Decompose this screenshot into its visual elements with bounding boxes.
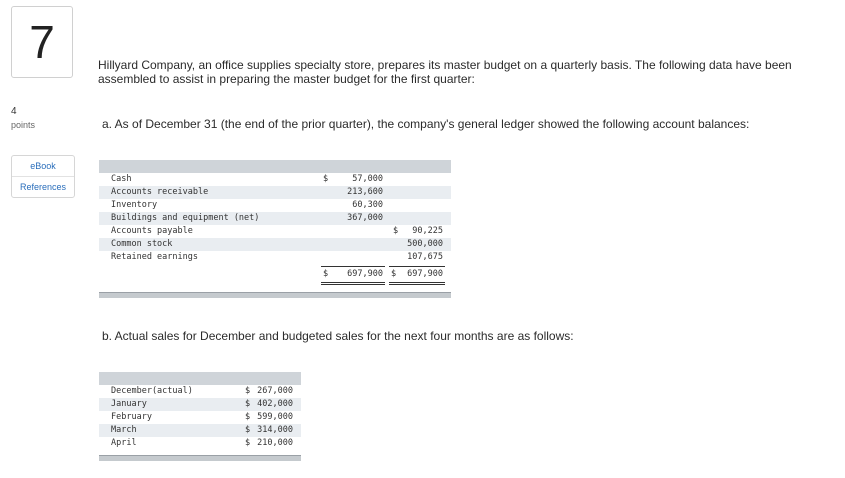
currency-symbol: $ (245, 412, 251, 422)
ebook-button[interactable]: eBook (30, 161, 56, 171)
debit-amount: 57,000 (352, 174, 383, 184)
part-b-text: b. Actual sales for December and budgeted sales for the next four months are as follows: (102, 329, 574, 343)
total-double-rule (321, 282, 385, 283)
month-label: January (111, 399, 147, 409)
month-label: February (111, 412, 152, 422)
currency-symbol: $ (245, 425, 251, 435)
currency-symbol: $ (323, 174, 329, 184)
subtotal-rule (389, 266, 445, 267)
credit-amount: 90,225 (412, 226, 443, 236)
total-double-rule (321, 284, 385, 285)
table-header-bar (99, 160, 451, 173)
currency-symbol: $ (245, 399, 251, 409)
total-double-rule (389, 282, 445, 283)
currency-symbol: $ (393, 226, 399, 236)
sales-amount: 267,000 (257, 386, 293, 396)
currency-symbol: $ (323, 269, 329, 279)
credit-amount: 500,000 (407, 239, 443, 249)
credit-amount: 107,675 (407, 252, 443, 262)
currency-symbol: $ (245, 386, 251, 396)
currency-symbol: $ (391, 269, 397, 279)
table-footer-bar (99, 455, 301, 461)
debit-amount: 367,000 (347, 213, 383, 223)
sales-amount: 314,000 (257, 425, 293, 435)
part-a-text: a. As of December 31 (the end of the prior quarter), the company's general ledger showed the following account balances: (102, 117, 750, 131)
month-label: April (111, 438, 137, 448)
debit-amount: 213,600 (347, 187, 383, 197)
sales-amount: 210,000 (257, 438, 293, 448)
points-label: points (11, 120, 36, 130)
table-footer-bar (99, 292, 451, 298)
table-header-bar (99, 372, 301, 385)
ledger-balances-table (99, 160, 451, 297)
resource-buttons (11, 155, 75, 198)
account-label: Common stock (111, 239, 173, 249)
account-label: Buildings and equipment (net) (111, 213, 260, 223)
account-label: Inventory (111, 200, 158, 210)
sales-table (99, 372, 301, 462)
month-label: December(actual) (111, 386, 193, 396)
total-double-rule (389, 284, 445, 285)
question-intro: Hillyard Company, an office supplies specialty store, prepares its master budget on a quarterly basis. The following data have been assembled to assist in preparing the master budget for the first quarter: (98, 58, 792, 86)
account-label: Retained earnings (111, 252, 198, 262)
total-credit: 697,900 (407, 269, 443, 279)
currency-symbol: $ (245, 438, 251, 448)
total-debit: 697,900 (347, 269, 383, 279)
question-number: 7 (11, 6, 73, 78)
account-label: Accounts receivable (111, 187, 209, 197)
month-label: March (111, 425, 137, 435)
references-button[interactable]: References (12, 176, 74, 197)
points-value: 4 (11, 106, 17, 117)
sales-amount: 599,000 (257, 412, 293, 422)
account-label: Cash (111, 174, 132, 184)
account-label: Accounts payable (111, 226, 193, 236)
debit-amount: 60,300 (352, 200, 383, 210)
subtotal-rule (321, 266, 385, 267)
sales-amount: 402,000 (257, 399, 293, 409)
